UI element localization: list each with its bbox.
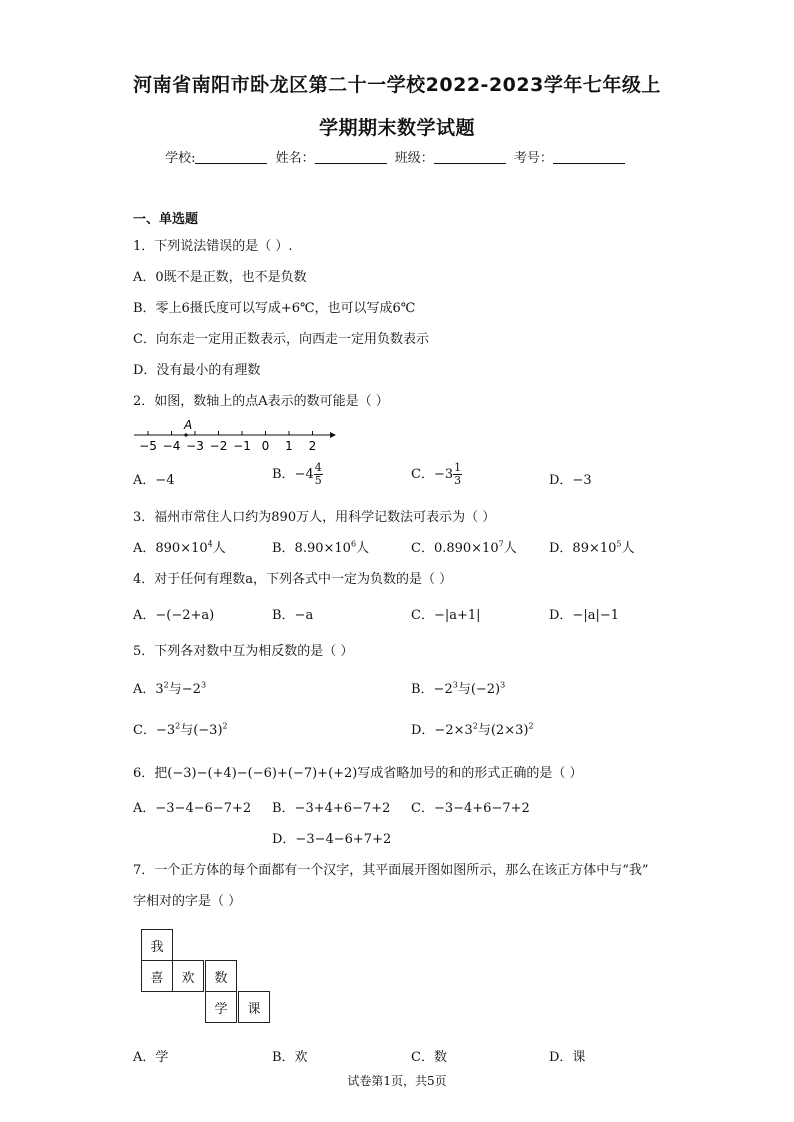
net-cell-ke: 课: [238, 991, 270, 1023]
q3-option-d[interactable]: [549, 537, 635, 556]
name-field[interactable]: [315, 150, 387, 164]
q3-a-base: A．890×10: [133, 541, 208, 556]
page-footer: 试卷第1页，共5页: [347, 1074, 447, 1088]
q2-b-whole: B．−4: [272, 467, 314, 482]
number-line-tick-label: 2: [308, 439, 317, 453]
class-field[interactable]: [434, 150, 506, 164]
q3-b-unit: 人: [356, 541, 370, 556]
q4-option-c[interactable]: C．−|a+1|: [411, 608, 481, 623]
q5-b-text: B．−2: [411, 682, 453, 697]
net-cell-huan: 欢: [172, 960, 204, 992]
q5-d-exp1: 2: [472, 721, 478, 731]
number-line-arrow: [330, 432, 336, 438]
q7-stem-line-2: 字相对的字是（ ）: [133, 894, 242, 909]
q3-d-exponent: 5: [616, 539, 622, 549]
q5-option-a[interactable]: [133, 678, 206, 697]
school-label: 学校:: [165, 151, 196, 166]
q7-option-c[interactable]: C．数: [411, 1050, 447, 1065]
q6-option-c[interactable]: C．−3−4+6−7+2: [411, 801, 530, 816]
q6-option-b[interactable]: B．−3+4+6−7+2: [272, 801, 391, 816]
q1-option-c[interactable]: C．向东走一定用正数表示，向西走一定用负数表示: [133, 332, 429, 347]
q3-d-unit: 人: [621, 541, 635, 556]
q3-c-exponent: 7: [498, 539, 504, 549]
q7-stem-line-1: 7．一个正方体的每个面都有一个汉字，其平面展开图如图所示，那么在该正方体中与“我”: [133, 863, 649, 878]
q3-stem: 3．福州市常住人口约为890万人，用科学记数法可表示为（ ）: [133, 510, 496, 525]
q5-a-mid: 与−2: [168, 682, 201, 697]
q7-option-a[interactable]: A．学: [133, 1050, 169, 1065]
q2-option-a[interactable]: A．−4: [133, 473, 175, 488]
q2-c-numerator: 1: [454, 461, 462, 474]
q3-a-exponent: 4: [207, 539, 213, 549]
q5-a-exp1: 2: [163, 680, 169, 690]
q2-option-b[interactable]: [272, 462, 323, 487]
q1-option-d[interactable]: D．没有最小的有理数: [133, 363, 261, 378]
q6-option-d[interactable]: D．−3−4−6+7+2: [272, 832, 392, 847]
q1-option-b[interactable]: B．零上6摄氏度可以写成+6℃，也可以写成6℃: [133, 301, 416, 316]
q5-option-d[interactable]: [411, 719, 534, 738]
q2-c-fraction: [453, 462, 462, 487]
q3-option-b[interactable]: [272, 537, 369, 556]
q5-c-exp1: 2: [175, 721, 181, 731]
net-cell-xi: 喜: [141, 960, 173, 992]
q4-option-d[interactable]: D．−|a|−1: [549, 608, 619, 623]
number-field[interactable]: [553, 150, 625, 164]
number-line-tick-label: −3: [186, 439, 204, 453]
number-line-figure: [130, 415, 340, 455]
q5-a-text: A．3: [133, 682, 164, 697]
q2-b-denominator: 5: [314, 474, 322, 487]
name-label: 姓名：: [275, 151, 315, 166]
school-field[interactable]: [195, 150, 267, 164]
student-info-row: [0, 147, 794, 166]
q5-a-exp2: 3: [200, 680, 207, 690]
q2-c-whole: C．−3: [411, 467, 454, 482]
q3-c-unit: 人: [503, 541, 517, 556]
q5-b-exp2: 3: [500, 680, 506, 690]
point-a-label: A: [184, 418, 193, 432]
number-line-tick-label: 0: [261, 439, 270, 453]
q5-c-exp2: 2: [222, 721, 228, 731]
q6-option-a[interactable]: A．−3−4−6−7+2: [133, 801, 252, 816]
q4-option-a[interactable]: A．−(−2+a): [133, 608, 215, 623]
net-cell-xue: 学: [205, 991, 237, 1023]
number-line-tick-label: −1: [233, 439, 251, 453]
q2-stem: 2．如图，数轴上的点A表示的数可能是（ ）: [133, 394, 389, 409]
point-a-marker: [184, 433, 187, 436]
q5-c-text: C．−3: [133, 723, 176, 738]
q3-option-c[interactable]: [411, 537, 517, 556]
q6-stem: 6．把(−3)−(+4)−(−6)+(−7)+(+2)写成省略加号的和的形式正确的是（ ）: [133, 766, 583, 781]
section-heading: 一、单选题: [133, 212, 199, 227]
q4-stem: 4．对于任何有理数a，下列各式中一定为负数的是（ ）: [133, 572, 453, 587]
net-cell-wo: 我: [141, 929, 173, 961]
number-label: 考号：: [513, 151, 553, 166]
number-line-tick-label: −2: [209, 439, 228, 453]
q7-option-b[interactable]: B．欢: [272, 1050, 308, 1065]
q2-c-denominator: 3: [454, 474, 462, 487]
q3-c-base: C．0.890×10: [411, 541, 499, 556]
q2-b-fraction: [314, 462, 323, 487]
q5-stem: 5．下列各对数中互为相反数的是（ ）: [133, 644, 354, 659]
q3-a-unit: 人: [212, 541, 226, 556]
q4-option-b[interactable]: B．−a: [272, 608, 314, 623]
class-label: 班级：: [394, 151, 434, 166]
q5-b-mid: 与(−2): [457, 682, 501, 697]
number-line-tick-label: −5: [139, 439, 157, 453]
number-line-tick-label: 1: [285, 439, 293, 453]
q3-d-base: D．89×10: [549, 541, 617, 556]
q5-d-exp2: 2: [528, 721, 534, 731]
net-cell-shu: 数: [205, 960, 237, 992]
q3-option-a[interactable]: [133, 537, 226, 556]
q2-b-numerator: 4: [314, 461, 322, 474]
number-line-tick-label: −4: [162, 439, 181, 453]
q5-d-text: D．−2×3: [411, 723, 473, 738]
q5-d-mid: 与(2×3): [477, 723, 529, 738]
q2-option-d[interactable]: D．−3: [549, 473, 592, 488]
q5-option-b[interactable]: [411, 678, 505, 697]
q2-option-c[interactable]: [411, 462, 462, 487]
q5-c-mid: 与(−3): [180, 723, 223, 738]
title-line-2: 学期期末数学试题: [318, 117, 475, 139]
q1-stem: 1．下列说法错误的是（ ）.: [133, 239, 293, 254]
q3-b-exponent: 6: [350, 539, 357, 549]
q5-option-c[interactable]: [133, 719, 228, 738]
q7-option-d[interactable]: D．课: [549, 1050, 586, 1065]
q3-b-base: B．8.90×10: [272, 541, 351, 556]
title-line-1: 河南省南阳市卧龙区第二十一学校2022-2023学年七年级上: [133, 74, 661, 96]
q5-b-exp1: 3: [452, 680, 458, 690]
q1-option-a[interactable]: A．0既不是正数，也不是负数: [133, 270, 307, 285]
